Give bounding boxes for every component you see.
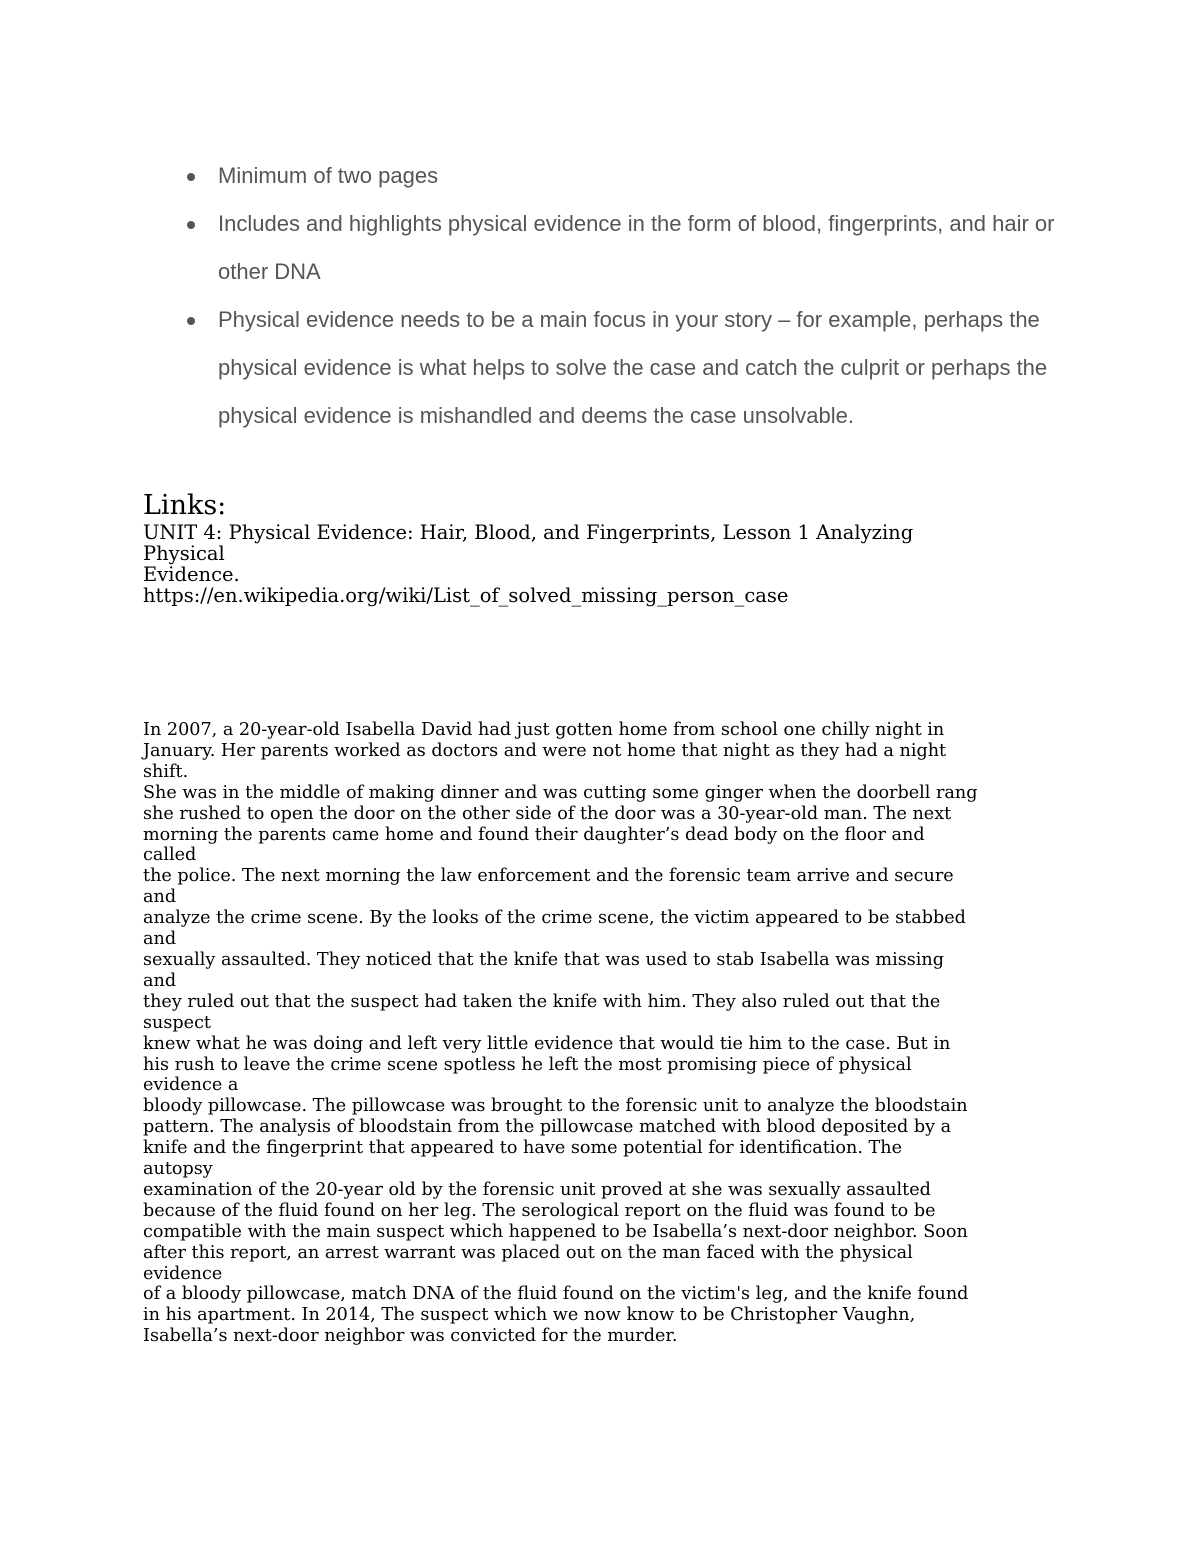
story-line: after this report, an arrest warrant was placed out on the man faced with the physical: [143, 1242, 913, 1263]
story-line: knew what he was doing and left very little evidence that would tie him to the case. But in: [143, 1033, 951, 1054]
story-line: knife and the fingerprint that appeared to have some potential for identification. The: [143, 1138, 903, 1159]
link-url[interactable]: https://en.wikipedia.org/wiki/List_of_solved_missing_person_case: [143, 584, 789, 607]
story-line: bloody pillowcase. The pillowcase was brought to the forensic unit to analyze the bloodstain: [143, 1096, 968, 1117]
story-line: in his apartment. In 2014, The suspect which we now know to be Christopher Vaughn,: [143, 1305, 916, 1326]
story-line: she rushed to open the door on the other side of the door was a 30-year-old man. The next: [143, 803, 952, 824]
story-line: analyze the crime scene. By the looks of the crime scene, the victim appeared to be stabbed: [143, 908, 966, 929]
story-line: his rush to leave the crime scene spotless he left the most promising piece of physical: [143, 1054, 912, 1075]
list-item: [218, 152, 1078, 200]
story-line: sexually assaulted. They noticed that the knife that was used to stab Isabella was missing: [143, 949, 945, 970]
link-reference-line: UNIT 4: Physical Evidence: Hair, Blood, and Fingerprints, Lesson 1 Analyzing: [143, 521, 914, 544]
story-line: suspect: [143, 1012, 211, 1033]
story-line: autopsy: [143, 1159, 213, 1180]
story-line: because of the fluid found on her leg. The serological report on the fluid was found to be: [143, 1200, 936, 1221]
requirements-list: [218, 152, 1078, 440]
story-line: and: [143, 887, 177, 908]
story-line: the police. The next morning the law enforcement and the forensic team arrive and secure: [143, 866, 954, 887]
story-line: and: [143, 929, 177, 950]
requirement-text: Physical evidence needs to be a main focus in your story – for example, perhaps the physical evidence is what helps to solve the case and catch the culprit or perhaps the physical evidence is mishandled and deems the case unsolvable.: [218, 307, 1048, 428]
story-line: compatible with the main suspect which happened to be Isabella’s next-door neighbor. Soon: [143, 1221, 968, 1242]
list-item: [218, 200, 1078, 296]
story-line: morning the parents came home and found their daughter’s dead body on the floor and: [143, 824, 925, 845]
story-line: shift.: [143, 761, 189, 782]
bullet-icon: [187, 221, 195, 229]
bullet-icon: [187, 317, 195, 325]
bullet-icon: [187, 173, 195, 181]
story-body: [143, 720, 1073, 1347]
story-line: In 2007, a 20-year-old Isabella David had just gotten home from school one chilly night in: [143, 720, 945, 740]
requirement-text: Includes and highlights physical evidence in the form of blood, fingerprints, and hair or other DNA: [218, 211, 1055, 284]
links-heading: Links:: [143, 490, 227, 521]
story-line: evidence: [143, 1263, 223, 1284]
story-line: She was in the middle of making dinner and was cutting some ginger when the doorbell rang: [143, 782, 978, 803]
list-item: [218, 296, 1078, 440]
story-line: and: [143, 970, 177, 991]
link-reference-line: Physical: [143, 542, 225, 565]
story-line: Isabella’s next-door neighbor was convicted for the murder.: [143, 1326, 678, 1347]
story-line: pattern. The analysis of bloodstain from the pillowcase matched with blood deposited by a: [143, 1117, 952, 1138]
requirement-text: Minimum of two pages: [218, 163, 439, 188]
story-line: called: [143, 845, 197, 866]
story-line: examination of the 20-year old by the forensic unit proved at she was sexually assaulted: [143, 1179, 931, 1200]
story-line: they ruled out that the suspect had taken the knife with him. They also ruled out that the: [143, 991, 941, 1012]
link-reference-line: Evidence.: [143, 563, 240, 586]
links-section: [143, 490, 1063, 606]
story-line: evidence a: [143, 1075, 239, 1096]
story-line: of a bloody pillowcase, match DNA of the fluid found on the victim's leg, and the knife found: [143, 1284, 969, 1305]
story-line: January. Her parents worked as doctors and were not home that night as they had a night: [143, 740, 947, 761]
